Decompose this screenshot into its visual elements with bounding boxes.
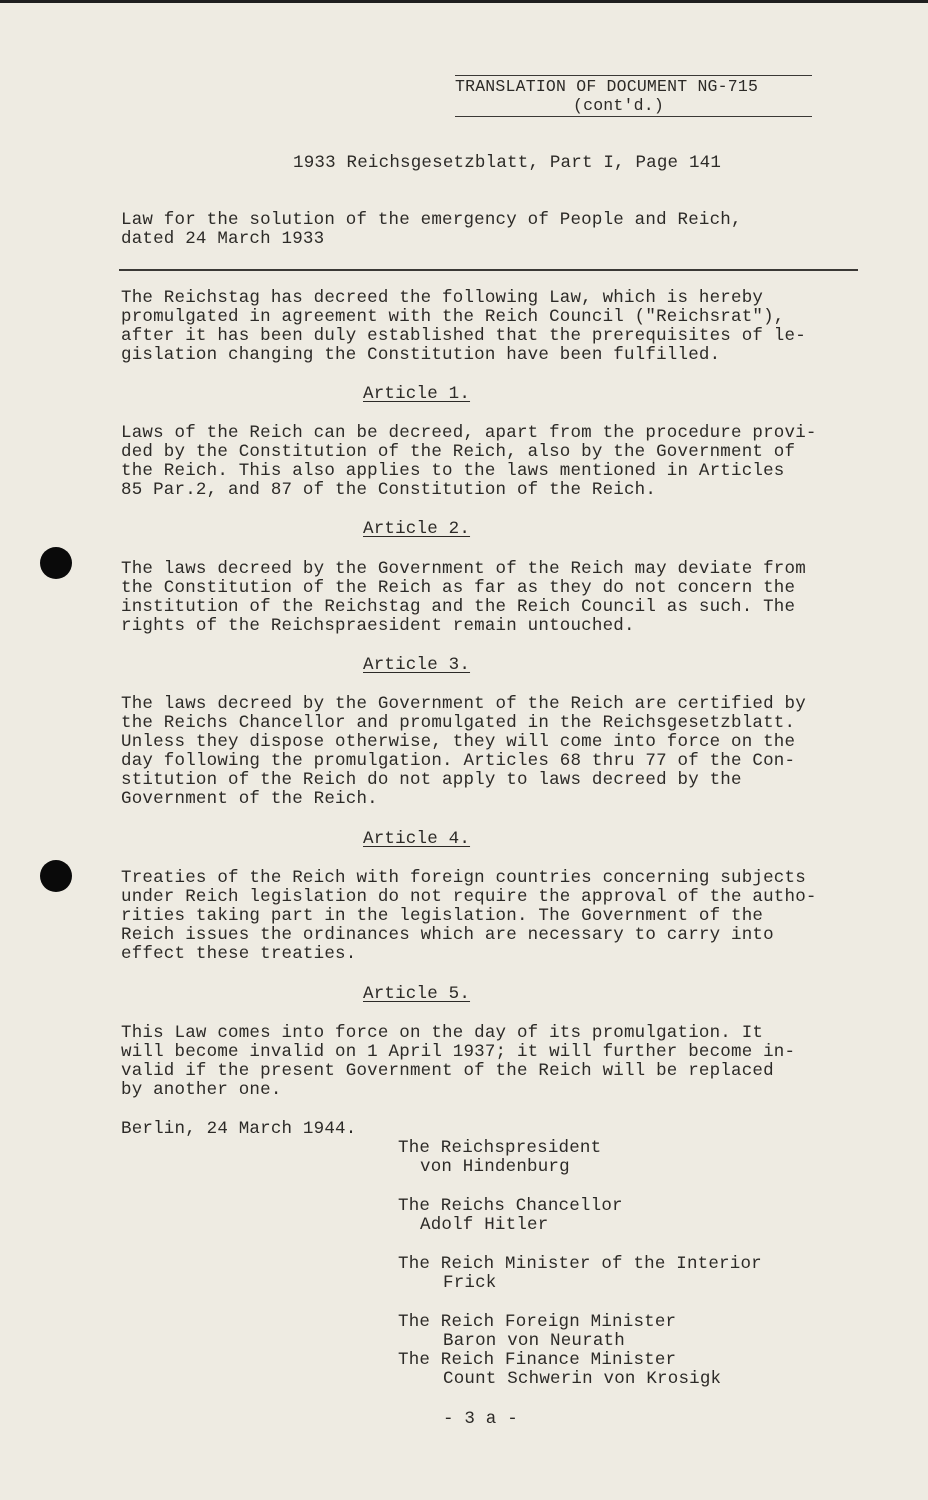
article-line: This Law comes into force on the day of its promulgation. It: [121, 1023, 764, 1043]
article-heading: Article 4.: [363, 829, 471, 849]
place-date: Berlin, 24 March 1944.: [121, 1119, 357, 1139]
article-line: 85 Par.2, and 87 of the Constitution of the Reich.: [121, 480, 657, 500]
signatory-name: Baron von Neurath: [443, 1331, 625, 1351]
article-line: valid if the present Government of the Reich will be replaced: [121, 1061, 774, 1081]
article-line: the Reichs Chancellor and promulgated in the Reichsgesetzblatt.: [121, 713, 796, 733]
law-title-line: dated 24 March 1933: [121, 229, 325, 249]
header-rule-top: [455, 75, 812, 76]
article-line: The laws decreed by the Government of the Reich may deviate from: [121, 559, 806, 579]
article-line: The laws decreed by the Government of the Reich are certified by: [121, 694, 806, 714]
preamble-line: gislation changing the Constitution have been fulfilled.: [121, 345, 721, 365]
preamble-line: after it has been duly established that the prerequisites of le-: [121, 326, 806, 346]
punch-hole: [40, 547, 72, 579]
article-line: under Reich legislation do not require the approval of the autho-: [121, 887, 817, 907]
page-number: - 3 a -: [443, 1409, 518, 1429]
article-line: the Reich. This also applies to the laws mentioned in Articles: [121, 461, 785, 481]
title-divider: [119, 269, 858, 271]
article-line: by another one.: [121, 1080, 282, 1100]
article-line: Treaties of the Reich with foreign countries concerning subjects: [121, 868, 806, 888]
article-heading: Article 2.: [363, 519, 471, 539]
article-line: Reich issues the ordinances which are necessary to carry into: [121, 925, 774, 945]
preamble-line: The Reichstag has decreed the following Law, which is hereby: [121, 288, 764, 308]
article-line: effect these treaties.: [121, 944, 357, 964]
article-line: Unless they dispose otherwise, they will come into force on the: [121, 732, 796, 752]
article-line: the Constitution of the Reich as far as they do not concern the: [121, 578, 796, 598]
header-subtitle: (cont'd.): [573, 96, 664, 115]
page-top-edge: [0, 0, 928, 3]
header-rule-bottom: [455, 116, 812, 117]
article-line: Laws of the Reich can be decreed, apart from the procedure provi-: [121, 423, 817, 443]
signatory-name: Count Schwerin von Krosigk: [443, 1369, 722, 1389]
article-heading: Article 5.: [363, 984, 471, 1004]
article-line: ded by the Constitution of the Reich, also by the Government of: [121, 442, 796, 462]
article-line: rities taking part in the legislation. The Government of the: [121, 906, 764, 926]
source-citation: 1933 Reichsgesetzblatt, Part I, Page 141: [293, 153, 722, 173]
signatory-office: The Reichspresident: [398, 1138, 602, 1158]
signatory-office: The Reich Minister of the Interior: [398, 1254, 762, 1274]
preamble-line: promulgated in agreement with the Reich Council ("Reichsrat"),: [121, 307, 785, 327]
article-line: institution of the Reichstag and the Reich Council as such. The: [121, 597, 796, 617]
signatory-office: The Reich Foreign Minister: [398, 1312, 677, 1332]
article-line: Government of the Reich.: [121, 789, 378, 809]
signatory-office: The Reich Finance Minister: [398, 1350, 677, 1370]
article-line: will become invalid on 1 April 1937; it will further become in-: [121, 1042, 796, 1062]
signatory-name: Frick: [443, 1273, 497, 1293]
signatory-name: Adolf Hitler: [420, 1215, 549, 1235]
signatory-office: The Reichs Chancellor: [398, 1196, 623, 1216]
header-title: TRANSLATION OF DOCUMENT NG-715: [455, 77, 759, 96]
law-title-line: Law for the solution of the emergency of People and Reich,: [121, 210, 742, 230]
article-heading: Article 3.: [363, 655, 471, 675]
article-line: stitution of the Reich do not apply to laws decreed by the: [121, 770, 742, 790]
article-line: rights of the Reichspraesident remain untouched.: [121, 616, 635, 636]
article-line: day following the promulgation. Articles 68 thru 77 of the Con-: [121, 751, 796, 771]
signatory-name: von Hindenburg: [420, 1157, 570, 1177]
article-heading: Article 1.: [363, 384, 471, 404]
punch-hole: [40, 860, 72, 892]
